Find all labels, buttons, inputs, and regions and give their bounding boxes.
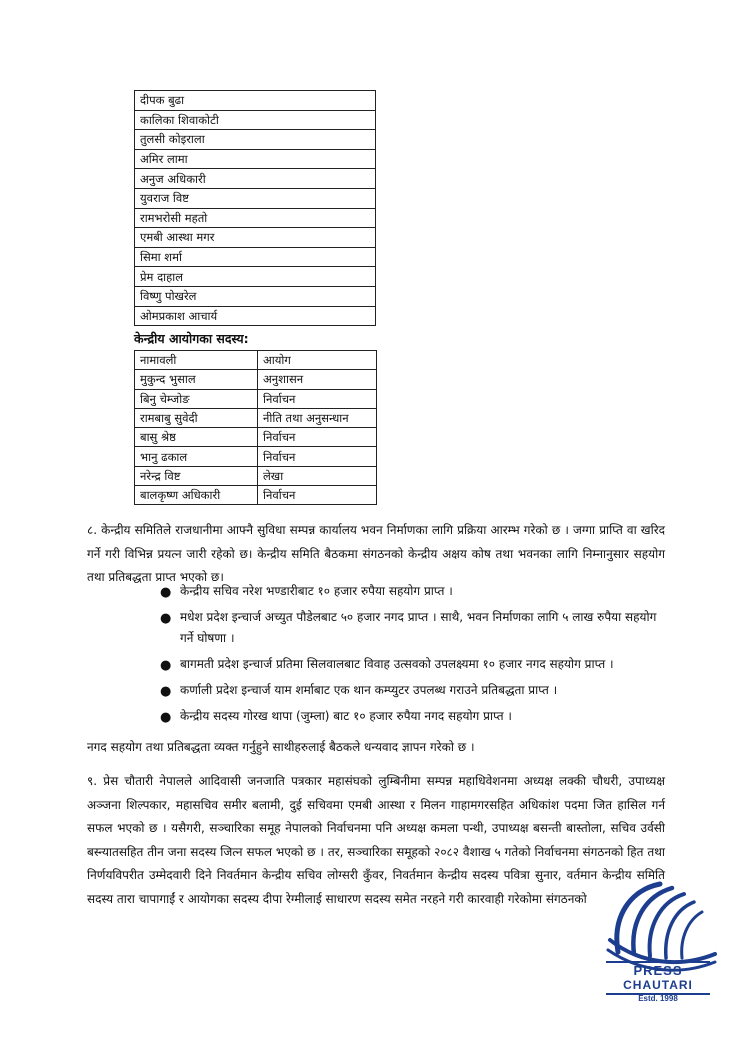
header-commission: आयोग: [258, 351, 377, 370]
member-name: सिमा शर्मा: [135, 247, 376, 267]
table-row: [135, 267, 376, 287]
paragraph-8-tail: नगद सहयोग तथा प्रतिबद्धता व्यक्त गर्नुहुने साथीहरुलाई बैठकले धन्यवाद ज्ञापन गरेको छ ।: [87, 740, 475, 754]
member-name: विष्णु पोखरेल: [135, 286, 376, 306]
bullet-icon: ●: [160, 710, 172, 725]
commission-role: लेखा: [258, 466, 377, 485]
bullet-icon: ●: [160, 585, 172, 600]
commission-role: निर्वाचन: [258, 428, 377, 447]
member-name: ओमप्रकाश आचार्य: [135, 306, 376, 326]
paragraph-8: ८. केन्द्रीय समितिले राजधानीमा आफ्नै सुविधा सम्पन्न कार्यालय भवन निर्माणका लागि प्रक्रिया आरम्भ गरेको छ । जग्गा प्राप्ति वा खरिद गर्ने गरी विभिन्न प्रयत्न जारी रहेको छ। केन्द्रीय समिति बैठकमा संगठनको केन्द्रीय अक्षय कोष तथा भवनका लागि निम्नानुसार सहयोग तथा प्रतिबद्धता प्राप्त भएको छ।: [87, 523, 665, 584]
table-row: [135, 408, 377, 427]
table-row: [135, 286, 376, 306]
commission-member-name: बासु श्रेष्ठ: [135, 428, 258, 447]
list-item-text: कर्णाली प्रदेश इन्चार्ज याम शर्माबाट एक थान कम्प्युटर उपलब्ध गराउने प्रतिबद्धता प्राप्त ।: [180, 683, 558, 697]
table-row: [135, 247, 376, 267]
member-name: दीपक बुढा: [135, 91, 376, 111]
table-row: [135, 130, 376, 150]
table-row: [135, 447, 377, 466]
commission-role: निर्वाचन: [258, 389, 377, 408]
list-item: [160, 706, 660, 727]
table-row: [135, 370, 377, 389]
commission-member-name: रामबाबु सुवेदी: [135, 408, 258, 427]
list-item-text: केन्द्रीय सदस्य गोरख थापा (जुम्ला) बाट १० हजार रुपैया नगद सहयोग प्राप्त ।: [180, 709, 512, 723]
commission-role: निर्वाचन: [258, 447, 377, 466]
table-row: [135, 110, 376, 130]
header-name: नामावली: [135, 351, 258, 370]
member-name: एमबी आस्था मगर: [135, 228, 376, 248]
list-item: [160, 654, 660, 675]
table-row: [135, 208, 376, 228]
table-header-row: [135, 351, 377, 370]
table-row: [135, 91, 376, 111]
list-item-text: बागमती प्रदेश इन्चार्ज प्रतिमा सिलवालबाट विवाह उत्सवको उपलक्ष्यमा १० हजार नगद सहयोग प्राप्त ।: [180, 657, 614, 671]
commission-member-name: नरेन्द्र विष्ट: [135, 466, 258, 485]
commission-member-name: बालकृष्ण अधिकारी: [135, 486, 258, 505]
table-row: [135, 188, 376, 208]
logo-text-press: PRESS: [633, 963, 683, 978]
commission-heading: केन्द्रीय आयोगका सदस्य:: [134, 331, 249, 346]
member-name: अनुज अधिकारी: [135, 169, 376, 189]
commission-table: [134, 350, 377, 505]
list-item-text: केन्द्रीय सचिव नरेश भण्डारीबाट १० हजार रुपैया सहयोग प्राप्त ।: [180, 584, 453, 598]
table-row: [135, 466, 377, 485]
commission-role: निर्वाचन: [258, 486, 377, 505]
commission-member-name: मुकुन्द भुसाल: [135, 370, 258, 389]
member-name: युवराज विष्ट: [135, 188, 376, 208]
list-item: [160, 680, 660, 701]
table-row: [135, 428, 377, 447]
member-name: कालिका शिवाकोटी: [135, 110, 376, 130]
paragraph-9: ९. प्रेस चौतारी नेपालले आदिवासी जनजाति पत्रकार महासंघको लुम्बिनीमा सम्पन्न महाधिवेशनमा अध्यक्ष लक्की चौधरी, उपाध्यक्ष अञ्जना शिल्पकार, महासचिव समीर बलामी, दुई सचिवमा एमबी आस्था र मिलन गाहामगरसहित अधिकांश पदमा जित हासिल गर्न सफल भएको छ । यसैगरी, सञ्चारिका समूह नेपालको निर्वाचनमा पनि अध्यक्ष कमला पन्थी, उपाध्यक्ष बसन्ती बास्तोला, सचिव उर्वसी बस्न्यातसहित तीन जना सदस्य जित्न सफल भएको छ । तर, सञ्चारिका समूहको २०८२ वैशाख ५ गतेको निर्वाचनमा संगठनको हित तथा निर्णयविपरीत उम्मेदवारी दिने निवर्तमान केन्द्रीय सचिव लोग्सरी कुँवर, निवर्तमान केन्द्रीय सदस्य पवित्रा सुनार, वर्तमान केन्द्रीय समिति सदस्य तारा चापागाईं र आयोगका सदस्य दीपा रेग्मीलाई साधारण सदस्य समेत नरहने गरी कारवाही गरेकोमा संगठनको: [87, 774, 665, 906]
table-row: [135, 228, 376, 248]
logo-text-chautari: CHAUTARI: [623, 978, 693, 992]
commission-member-name: भानु ढकाल: [135, 447, 258, 466]
list-item-text: मधेश प्रदेश इन्चार्ज अच्युत पौडेलबाट ५० हजार नगद प्राप्त । साथै, भवन निर्माणका लागि ५ लाख रुपैया सहयोग गर्ने घोषणा ।: [180, 610, 657, 645]
support-list: [160, 581, 660, 732]
members-table: [134, 90, 376, 326]
table-row: [135, 389, 377, 408]
commission-role: अनुशासन: [258, 370, 377, 389]
table-row: [135, 486, 377, 505]
member-name: रामभरोसी महतो: [135, 208, 376, 228]
commission-table-body: [135, 370, 377, 505]
table-row: [135, 149, 376, 169]
bullet-icon: ●: [160, 658, 172, 673]
list-item: [160, 581, 660, 602]
commission-member-name: बिनु चेम्जोङ: [135, 389, 258, 408]
member-name: अमिर लामा: [135, 149, 376, 169]
member-name: प्रेम दाहाल: [135, 267, 376, 287]
bullet-icon: ●: [160, 611, 172, 626]
members-table-body: [135, 91, 376, 326]
logo-text-estd: Estd. 1998: [638, 994, 678, 1003]
table-row: [135, 169, 376, 189]
commission-role: नीति तथा अनुसन्धान: [258, 408, 377, 427]
list-item: [160, 607, 660, 649]
member-name: तुलसी कोइराला: [135, 130, 376, 150]
bullet-icon: ●: [160, 684, 172, 699]
table-row: [135, 306, 376, 326]
